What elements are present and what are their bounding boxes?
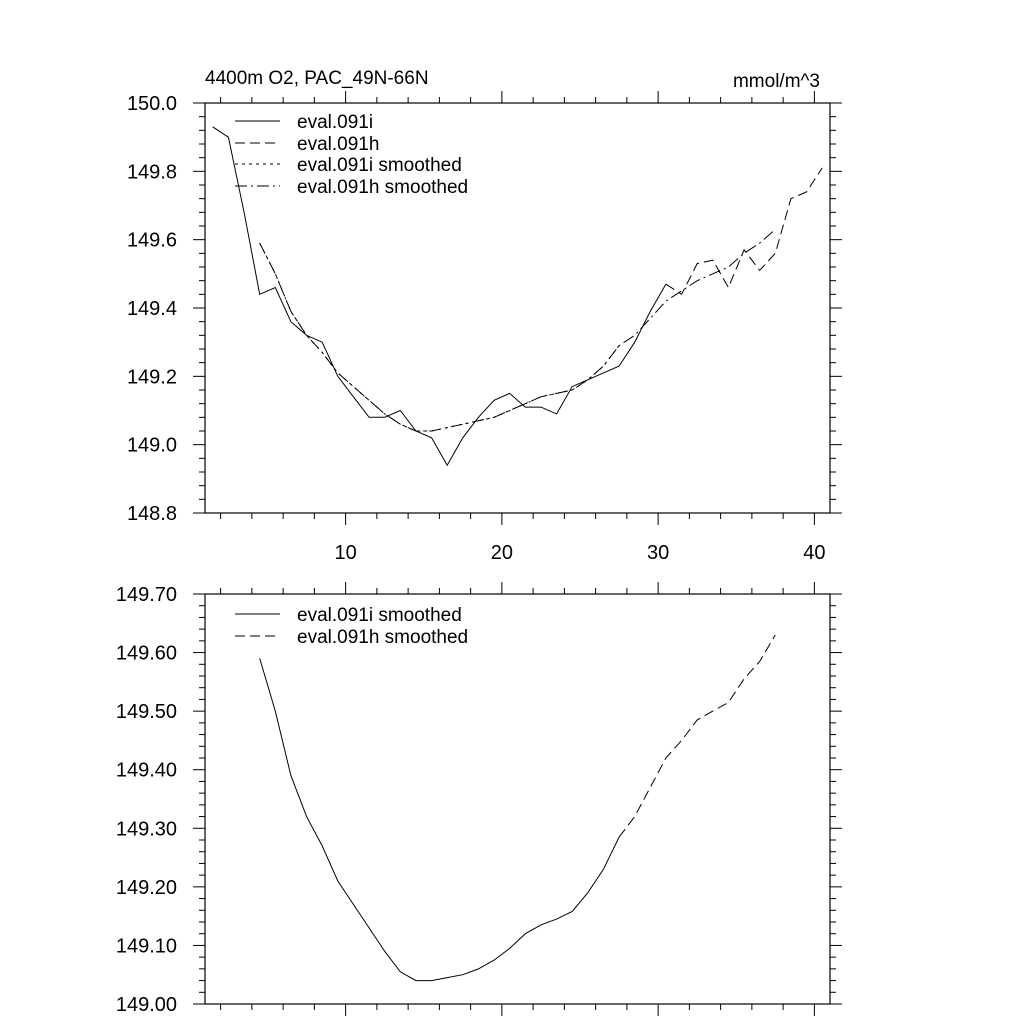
- top-axis-ticks: [193, 91, 842, 525]
- y-tick-label: 149.30: [115, 818, 177, 841]
- top-legend: [235, 112, 468, 198]
- bottom-series-line-0: [260, 658, 619, 980]
- x-tick-label: 40: [803, 542, 826, 564]
- y-tick-label: 149.2: [126, 366, 177, 389]
- bottom-series-line-1: [619, 635, 775, 837]
- x-tick-label: 10: [334, 542, 357, 564]
- y-tick-label: 149.40: [115, 759, 177, 782]
- bottom-axis-ticks: [193, 582, 842, 1016]
- top-x-tick-labels: [335, 542, 826, 564]
- y-tick-label: 149.6: [126, 229, 177, 252]
- y-tick-label: 149.0: [126, 434, 177, 457]
- y-tick-label: 148.8: [126, 503, 177, 525]
- top-panel: [127, 68, 842, 564]
- legend-label-eval-091h-smoothed: eval.091h smoothed: [297, 177, 469, 198]
- bottom-panel: [116, 582, 842, 1016]
- y-tick-label: 149.10: [115, 935, 177, 958]
- top-series-line-2: [260, 243, 619, 431]
- y-tick-label: 149.60: [115, 642, 177, 665]
- y-tick-label: 149.50: [115, 701, 177, 724]
- x-tick-label: 20: [490, 542, 513, 564]
- units-label: mmol/m^3: [732, 71, 820, 92]
- y-tick-label: 150.0: [126, 93, 177, 115]
- bottom-plot-frame: [205, 594, 830, 1004]
- legend-label-bottom-eval-091h-smoothed: eval.091h smoothed: [297, 627, 469, 648]
- bottom-series-group: [260, 635, 776, 981]
- legend-label-eval-091h: eval.091h: [297, 134, 380, 155]
- bottom-legend: [235, 605, 468, 648]
- y-tick-label: 149.4: [126, 298, 177, 320]
- top-y-tick-labels: [127, 93, 177, 525]
- legend-label-eval-091i-smoothed: eval.091i smoothed: [297, 155, 462, 176]
- y-tick-label: 149.00: [115, 994, 177, 1016]
- y-tick-label: 149.70: [115, 584, 177, 606]
- bottom-y-tick-labels: [116, 584, 177, 1016]
- y-tick-label: 149.20: [115, 876, 177, 899]
- x-tick-label: 30: [647, 542, 670, 564]
- top-series-line-1: [666, 168, 822, 294]
- chart-title: 4400m O2, PAC_49N-66N: [205, 68, 429, 89]
- legend-label-bottom-eval-091i-smoothed: eval.091i smoothed: [297, 605, 462, 626]
- y-tick-label: 149.8: [126, 161, 177, 184]
- legend-label-eval-091i: eval.091i: [297, 112, 374, 133]
